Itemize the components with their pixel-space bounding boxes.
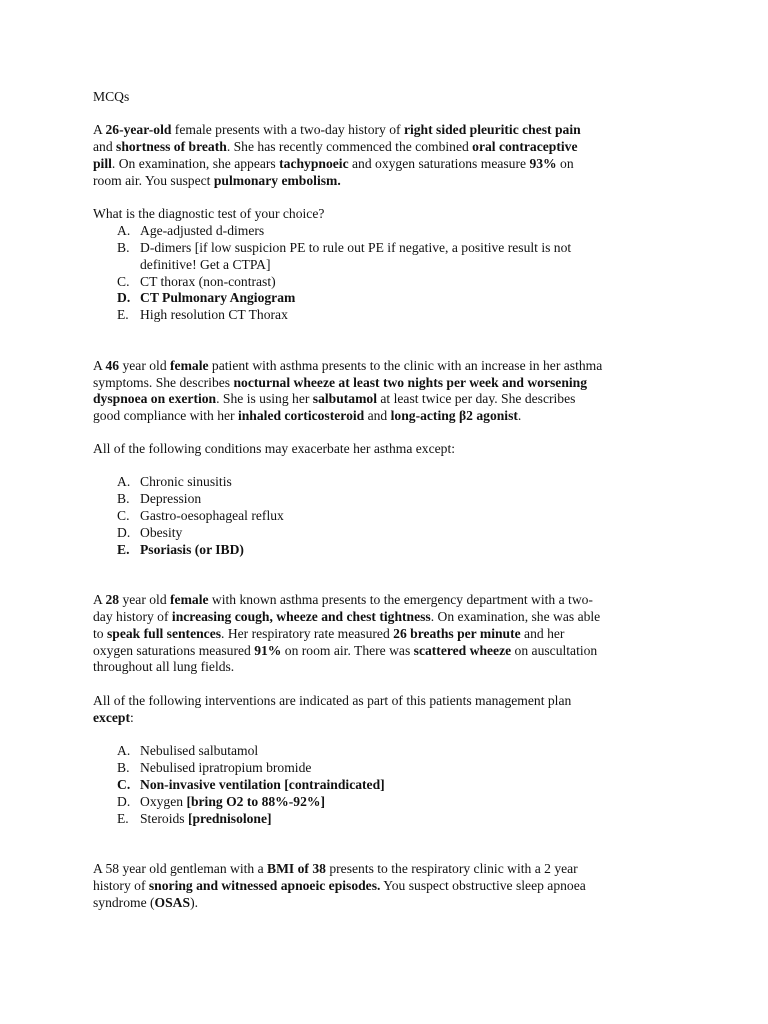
question-3-stem-line xyxy=(93,609,600,626)
text: on room air. There was xyxy=(281,643,414,658)
option-text xyxy=(140,542,244,557)
bold-text: [bring O2 to 88%-92%] xyxy=(186,794,326,809)
text: oxygen saturations measured xyxy=(93,643,255,658)
option-text xyxy=(140,240,571,255)
text: and xyxy=(93,139,117,154)
text: All of the following interventions are indicated as part of this patients management plan xyxy=(93,693,572,708)
bold-text: 26 breaths per minute xyxy=(393,626,521,641)
text: All of the following conditions may exacerbate her asthma except: xyxy=(93,441,455,456)
text: good compliance with her xyxy=(93,408,238,423)
bold-text: 93% xyxy=(529,156,557,171)
bold-text: female xyxy=(170,592,209,607)
text: A xyxy=(93,122,106,137)
text: year old xyxy=(119,592,171,607)
text: on auscultation xyxy=(511,643,598,658)
bold-text: except xyxy=(93,710,130,725)
question-1-option-e xyxy=(117,307,288,324)
text: syndrome ( xyxy=(93,895,155,910)
text: year old xyxy=(119,358,171,373)
question-3-prompt-continued xyxy=(93,710,134,727)
bold-text: scattered wheeze xyxy=(413,643,512,658)
bold-text: dyspnoea on exertion xyxy=(93,391,217,406)
option-letter: A. xyxy=(117,743,131,758)
text: throughout all lung fields. xyxy=(93,659,235,674)
question-2-stem-line xyxy=(93,375,587,392)
question-4-stem-line xyxy=(93,895,198,912)
text: symptoms. She describes xyxy=(93,375,234,390)
bold-text: 28 xyxy=(105,592,120,607)
question-2-option-d xyxy=(117,525,182,542)
text: . On examination, she appears xyxy=(111,156,280,171)
text: D-dimers [if low suspicion PE to rule out PE if negative, a positive result is not xyxy=(140,240,572,255)
bold-text: 91% xyxy=(254,643,282,658)
text: High resolution CT Thorax xyxy=(140,307,288,322)
question-1-stem-line xyxy=(93,122,581,139)
question-1-stem-line xyxy=(93,156,574,173)
option-text xyxy=(140,290,295,305)
text: Depression xyxy=(140,491,202,506)
option-text xyxy=(140,223,264,238)
option-text xyxy=(140,257,271,272)
option-letter: A. xyxy=(117,474,131,489)
option-letter: D. xyxy=(117,290,131,305)
bold-text: right sided pleuritic chest pain xyxy=(403,122,581,137)
option-text xyxy=(140,760,311,775)
bold-text: OSAS xyxy=(154,895,191,910)
text: Nebulised salbutamol xyxy=(140,743,259,758)
text: A xyxy=(93,592,106,607)
option-text xyxy=(140,508,284,523)
option-text xyxy=(140,777,385,792)
text: to xyxy=(93,626,107,641)
text: patient with asthma presents to the clinic with an increase in her asthma xyxy=(208,358,603,373)
question-2-option-e-correct xyxy=(117,542,244,559)
text: Age-adjusted d-dimers xyxy=(140,223,265,238)
bold-text: female xyxy=(170,358,209,373)
bold-text: snoring and witnessed apnoeic episodes. xyxy=(148,878,381,893)
question-1-option-b-continued xyxy=(117,257,271,274)
text: and her xyxy=(520,626,565,641)
question-1-option-d-correct xyxy=(117,290,295,307)
option-text xyxy=(140,525,182,540)
bold-text: oral contraceptive xyxy=(472,139,578,154)
question-4-stem-line xyxy=(93,861,578,878)
question-3-option-d xyxy=(117,794,325,811)
text: definitive! Get a CTPA] xyxy=(140,257,271,272)
option-text xyxy=(140,811,272,826)
question-2-option-a xyxy=(117,474,232,491)
question-1-option-c xyxy=(117,274,276,291)
text: : xyxy=(130,710,134,725)
option-text xyxy=(140,307,288,322)
option-letter: A. xyxy=(117,223,131,238)
question-1-option-a xyxy=(117,223,264,240)
question-3-option-a xyxy=(117,743,258,760)
bold-text: inhaled corticosteroid xyxy=(237,408,365,423)
question-1-option-b xyxy=(117,240,571,257)
text: Oxygen xyxy=(140,794,187,809)
question-3-prompt xyxy=(93,693,571,710)
text: . On examination, she was able xyxy=(430,609,601,624)
option-text xyxy=(140,491,201,506)
text: history of xyxy=(93,878,149,893)
option-text xyxy=(140,474,232,489)
text: . She has recently commenced the combined xyxy=(226,139,473,154)
option-text xyxy=(140,794,325,809)
text: day history of xyxy=(93,609,172,624)
text: with known asthma presents to the emergency department with a two- xyxy=(208,592,593,607)
option-letter: C. xyxy=(117,777,131,792)
option-letter: B. xyxy=(117,760,130,775)
question-3-stem-line xyxy=(93,659,234,676)
text: on xyxy=(556,156,574,171)
option-letter: C. xyxy=(117,274,130,289)
question-1-prompt xyxy=(93,206,324,223)
bold-text: increasing cough, wheeze and chest tightness xyxy=(171,609,431,624)
question-3-stem-line xyxy=(93,626,564,643)
option-text xyxy=(140,743,258,758)
text: ). xyxy=(190,895,198,910)
text: . xyxy=(517,408,522,423)
option-letter: E. xyxy=(117,542,130,557)
text: What is the diagnostic test of your choice? xyxy=(93,206,325,221)
bold-text: [prednisolone] xyxy=(187,811,272,826)
text: room air. You suspect xyxy=(93,173,214,188)
bold-text: pulmonary embolism. xyxy=(213,173,341,188)
question-1-stem-line xyxy=(93,139,577,156)
bold-text: Psoriasis (or IBD) xyxy=(140,542,244,557)
text: A xyxy=(93,358,106,373)
option-letter: C. xyxy=(117,508,130,523)
question-3-option-b xyxy=(117,760,311,777)
bold-text: pill xyxy=(93,156,112,171)
question-3-stem-line xyxy=(93,643,597,660)
option-letter: D. xyxy=(117,525,131,540)
text: . She is using her xyxy=(216,391,313,406)
text: Chronic sinusitis xyxy=(140,474,232,489)
bold-text: CT Pulmonary Angiogram xyxy=(140,290,296,305)
question-4-stem-line xyxy=(93,878,586,895)
text: and xyxy=(364,408,391,423)
question-3-option-c-correct xyxy=(117,777,385,794)
question-2-option-c xyxy=(117,508,284,525)
question-2-stem-line xyxy=(93,391,575,408)
text: You suspect obstructive sleep apnoea xyxy=(380,878,586,893)
bold-text: long-acting β2 agonist xyxy=(390,408,518,423)
option-letter: E. xyxy=(117,811,129,826)
question-3-option-e xyxy=(117,811,272,828)
text: CT thorax (non-contrast) xyxy=(140,274,276,289)
question-2-stem-line xyxy=(93,408,521,425)
bold-text: tachypnoeic xyxy=(279,156,349,171)
option-letter: B. xyxy=(117,491,130,506)
bold-text: Non-invasive ventilation [contraindicated] xyxy=(140,777,385,792)
text: and oxygen saturations measure xyxy=(348,156,530,171)
bold-text: speak full sentences xyxy=(106,626,222,641)
text: Obesity xyxy=(140,525,183,540)
option-letter: E. xyxy=(117,307,129,322)
bold-text: shortness of breath xyxy=(116,139,227,154)
bold-text: nocturnal wheeze at least two nights per week and worsening xyxy=(233,375,588,390)
bold-text: salbutamol xyxy=(312,391,377,406)
text: Steroids xyxy=(140,811,188,826)
question-2-stem-line xyxy=(93,358,602,375)
bold-text: 26-year-old xyxy=(105,122,172,137)
text: female presents with a two-day history of xyxy=(171,122,404,137)
option-text xyxy=(140,274,276,289)
bold-text: 46 xyxy=(105,358,120,373)
document-heading: MCQs xyxy=(93,89,130,104)
text: A 58 year old gentleman with a xyxy=(93,861,268,876)
text: . Her respiratory rate measured xyxy=(221,626,394,641)
question-3-stem-line xyxy=(93,592,593,609)
bold-text: BMI of 38 xyxy=(267,861,326,876)
question-2-prompt xyxy=(93,441,455,458)
text: Gastro-oesophageal reflux xyxy=(140,508,284,523)
option-letter: D. xyxy=(117,794,131,809)
text: Nebulised ipratropium bromide xyxy=(140,760,312,775)
text: presents to the respiratory clinic with a 2 year xyxy=(325,861,578,876)
question-2-option-b xyxy=(117,491,201,508)
text: at least twice per day. She describes xyxy=(377,391,576,406)
option-letter: B. xyxy=(117,240,130,255)
question-1-stem-line xyxy=(93,173,341,190)
